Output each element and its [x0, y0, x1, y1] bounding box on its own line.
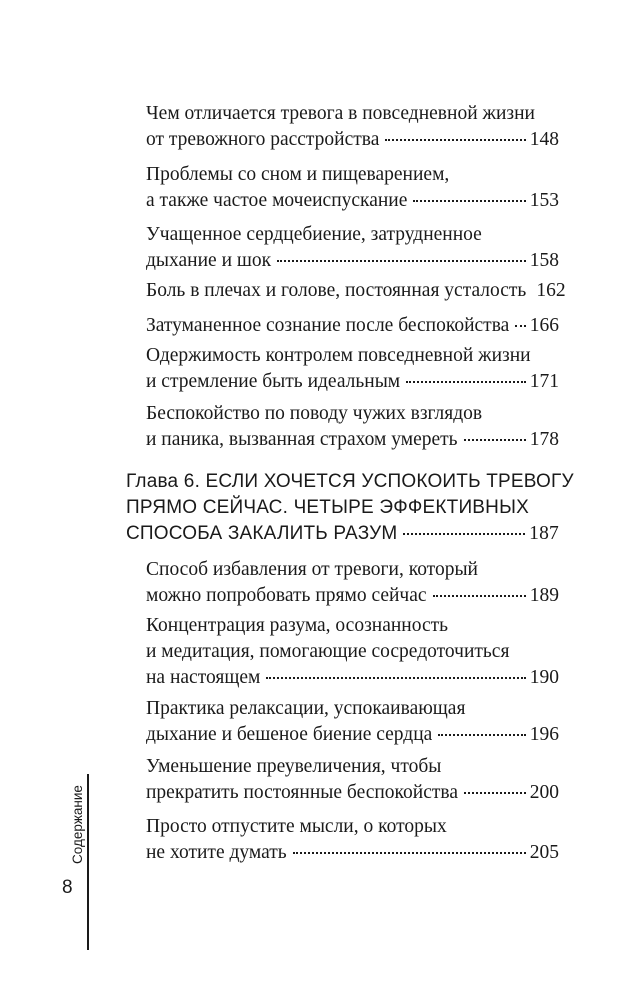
- entry-line: и медитация, помогающие сосредоточиться: [146, 641, 510, 662]
- toc-entry: [146, 696, 559, 748]
- chapter-last-line: [126, 521, 559, 547]
- entry-line: не хотите думать: [146, 842, 287, 863]
- page-ref: 158: [529, 250, 559, 271]
- entry-line: можно попробовать прямо сейчас: [146, 585, 427, 606]
- dot-leader: [266, 677, 525, 679]
- entry-line: Чем отличается тревога в повседневной жизни: [146, 103, 535, 124]
- toc-entry: [146, 222, 559, 274]
- entry-line: на настоящем: [146, 667, 261, 688]
- toc-entry: [146, 278, 566, 304]
- entry-line: Практика релаксации, успокаивающая: [146, 698, 466, 719]
- entry-line: а также частое мочеиспускание: [146, 190, 408, 211]
- dot-leader: [464, 439, 526, 441]
- chapter-line: СПОСОБА ЗАКАЛИТЬ РАЗУМ: [126, 523, 398, 544]
- dot-leader: [403, 533, 525, 535]
- dot-leader: [293, 852, 526, 854]
- entry-line: Одержимость контролем повседневной жизни: [146, 345, 531, 366]
- page-ref: 200: [529, 782, 559, 803]
- entry-last-line: [146, 840, 559, 866]
- dot-leader: [277, 260, 526, 262]
- toc-entry: [146, 313, 559, 339]
- entry-last-line: [146, 780, 559, 806]
- dot-leader: [433, 595, 526, 597]
- entry-line: от тревожного расстройства: [146, 129, 380, 150]
- page-ref: 205: [529, 842, 559, 863]
- page-ref: 153: [529, 190, 559, 211]
- page-number: 8: [62, 877, 73, 898]
- page-ref: 148: [529, 129, 559, 150]
- entry-last-line: [146, 722, 559, 748]
- page-ref: 171: [529, 371, 559, 392]
- entry-line: Затуманенное сознание после беспокойства: [146, 315, 510, 336]
- entry-line: Проблемы со сном и пищеварением,: [146, 164, 450, 185]
- page-ref: 162: [536, 280, 566, 301]
- side-rule: [87, 774, 89, 950]
- entry-last-line: [146, 278, 566, 304]
- entry-line: Беспокойство по поводу чужих взглядов: [146, 403, 483, 424]
- dot-leader: [413, 200, 525, 202]
- dot-leader: [464, 792, 526, 794]
- toc-entry: [146, 613, 559, 691]
- entry-last-line: [146, 248, 559, 274]
- entry-last-line: [146, 583, 559, 609]
- page-ref: 187: [529, 523, 559, 544]
- chapter-line: Глава 6. ЕСЛИ ХОЧЕТСЯ УСПОКОИТЬ ТРЕВОГУ: [126, 471, 574, 492]
- entry-last-line: [146, 313, 559, 339]
- page-ref: 189: [529, 585, 559, 606]
- toc-entry: [146, 401, 559, 453]
- entry-line: Боль в плечах и голове, постоянная усталость: [146, 280, 527, 301]
- entry-line: Учащенное сердцебиение, затрудненное: [146, 224, 482, 245]
- chapter-heading: [126, 469, 574, 547]
- toc-entry: [146, 754, 559, 806]
- page-ref: 196: [529, 724, 559, 745]
- entry-last-line: [146, 188, 559, 214]
- dot-leader: [438, 734, 525, 736]
- entry-last-line: [146, 127, 559, 153]
- entry-last-line: [146, 427, 559, 453]
- page-ref: 178: [529, 429, 559, 450]
- dot-leader: [406, 381, 526, 383]
- entry-line: и стремление быть идеальным: [146, 371, 401, 392]
- toc-entry: [146, 557, 559, 609]
- section-running-head: Содержание: [70, 785, 85, 864]
- entry-line: дыхание и шок: [146, 250, 272, 271]
- entry-line: Способ избавления от тревоги, который: [146, 559, 478, 580]
- entry-last-line: [146, 665, 559, 691]
- toc-entry: [146, 162, 559, 214]
- dot-leader: [385, 139, 525, 141]
- entry-line: дыхание и бешеное биение сердца: [146, 724, 433, 745]
- chapter-line: ПРЯМО СЕЙЧАС. ЧЕТЫРЕ ЭФФЕКТИВНЫХ: [126, 497, 529, 518]
- entry-last-line: [146, 369, 559, 395]
- entry-line: Уменьшение преувеличения, чтобы: [146, 756, 442, 777]
- entry-line: и паника, вызванная страхом умереть: [146, 429, 458, 450]
- toc-entry: [146, 101, 559, 153]
- dot-leader: [515, 325, 525, 327]
- entry-line: Просто отпустите мысли, о которых: [146, 816, 447, 837]
- toc-entry: [146, 343, 559, 395]
- page-ref: 190: [529, 667, 559, 688]
- page-ref: 166: [529, 315, 559, 336]
- toc-entry: [146, 814, 559, 866]
- entry-line: прекратить постоянные беспокойства: [146, 782, 458, 803]
- entry-line: Концентрация разума, осознанность: [146, 615, 449, 636]
